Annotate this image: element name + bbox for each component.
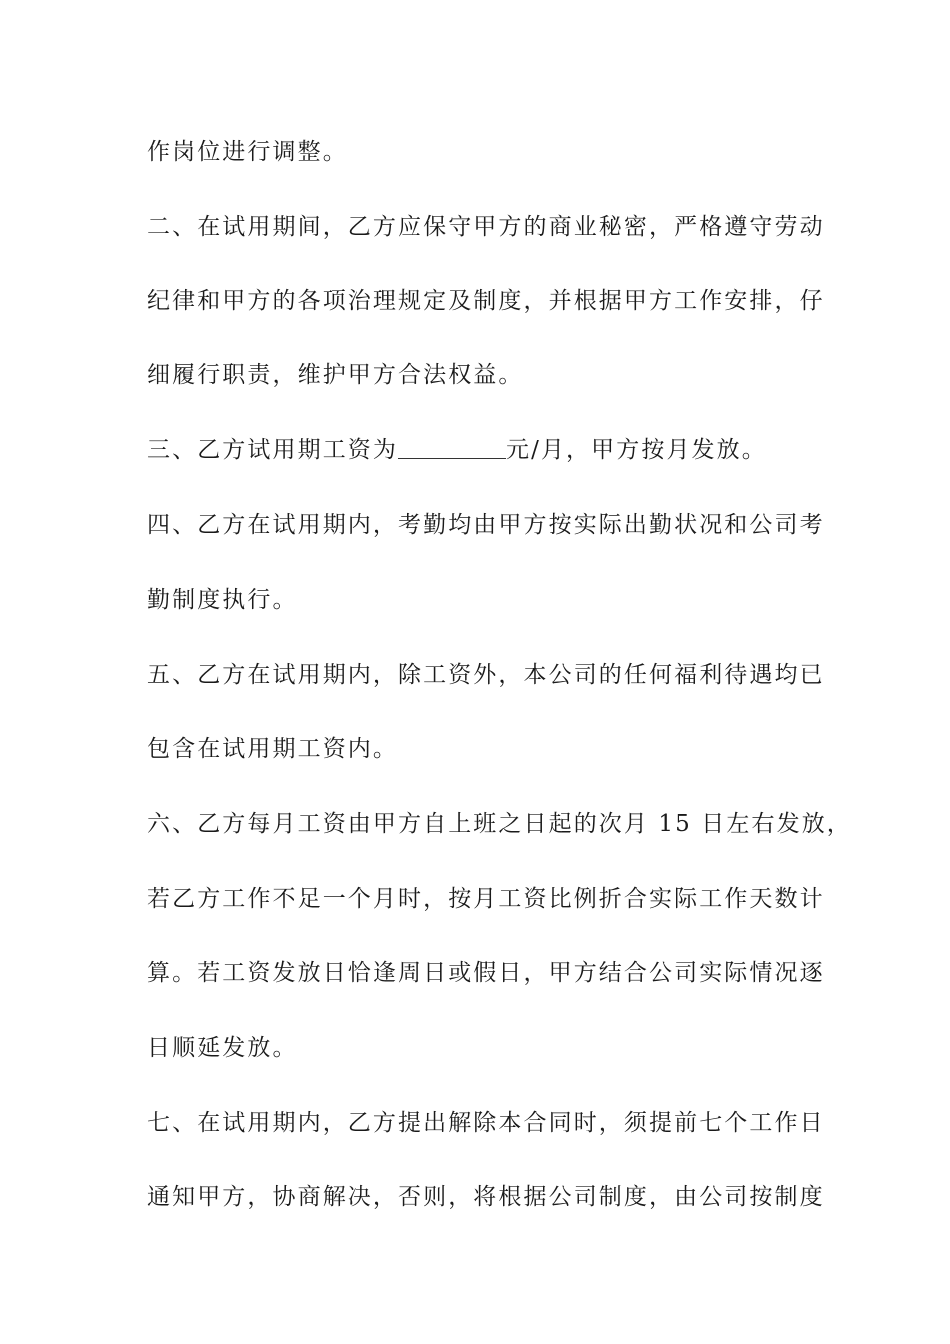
text-line: 作岗位进行调整。 xyxy=(147,139,348,165)
clause-7-line-1: 七、在试用期内，乙方提出解除本合同时，须提前七个工作日 xyxy=(147,1110,825,1136)
clause-2-line-3: 细履行职责，维护甲方合法权益。 xyxy=(147,362,524,388)
clause-4-line-2: 勤制度执行。 xyxy=(147,587,298,613)
clause-3-text-after: 元/月，甲方按月发放。 xyxy=(506,437,767,463)
clause-6-line-2: 若乙方工作不足一个月时，按月工资比例折合实际工作天数计 xyxy=(147,886,825,912)
clause-4-line-1: 四、乙方在试用期内，考勤均由甲方按实际出勤状况和公司考 xyxy=(147,512,825,538)
clause-5-line-2: 包含在试用期工资内。 xyxy=(147,736,398,762)
clause-3-text-before: 三、乙方试用期工资为 xyxy=(147,437,398,463)
clause-7-line-2: 通知甲方，协商解决，否则，将根据公司制度，由公司按制度 xyxy=(147,1184,825,1210)
clause-6-line-1: 六、乙方每月工资由甲方自上班之日起的次月 15 日左右发放， xyxy=(147,811,852,837)
clause-5-line-1: 五、乙方在试用期内，除工资外，本公司的任何福利待遇均已 xyxy=(147,662,825,688)
clause-2-line-1: 二、在试用期间，乙方应保守甲方的商业秘密，严格遵守劳动 xyxy=(147,214,825,240)
clause-6-line-4: 日顺延发放。 xyxy=(147,1035,298,1061)
salary-blank-field xyxy=(398,436,506,459)
clause-2-line-2: 纪律和甲方的各项治理规定及制度，并根据甲方工作安排，仔 xyxy=(147,288,825,314)
clause-6-line-3: 算。若工资发放日恰逢周日或假日，甲方结合公司实际情况逐 xyxy=(147,960,825,986)
clause-3-line-1 xyxy=(147,435,827,465)
